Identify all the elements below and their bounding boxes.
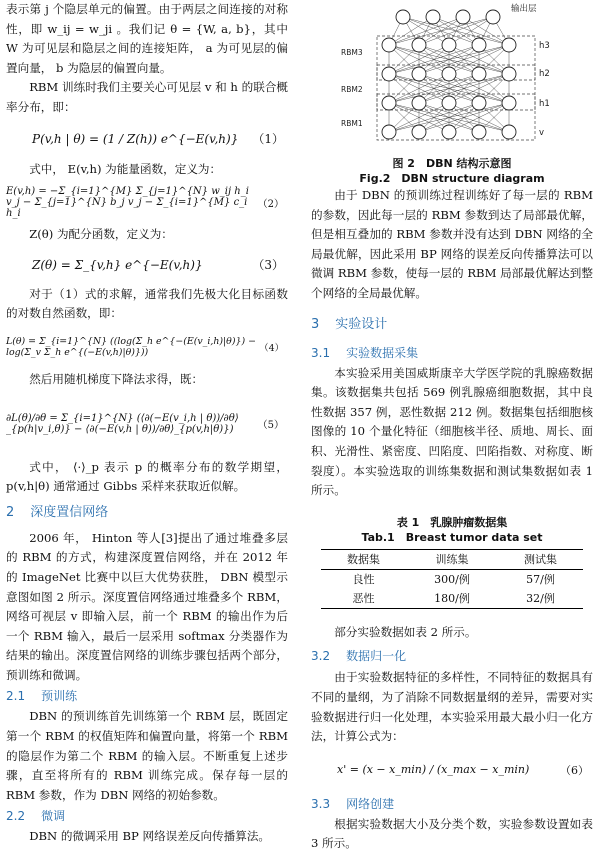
section-heading [311, 304, 593, 342]
dbn-diagram [311, 0, 593, 152]
neuron-node [472, 38, 486, 52]
neuron-node [502, 125, 516, 139]
paragraph: RBM 训练时我们主要关心可见层 v 和 h 的联合概率分布，即： [6, 80, 288, 114]
figure-caption-cn: 图 2 DBN 结构示意图 [392, 157, 512, 170]
section-heading [6, 497, 288, 529]
subsection-heading [6, 805, 288, 827]
neuron-node [442, 125, 456, 139]
equation-number: （3） [252, 258, 284, 273]
equation-number: （2） [257, 198, 284, 210]
section-title: 数据归一化 [346, 649, 407, 664]
equation-body: E(v,h) = −Σ_{i=1}^{M} Σ_{j=1}^{N} w_ij h_i v_j − Σ_{j=1}^{N} b_j v_j − Σ_{i=1}^{M} c_i h_i [6, 185, 249, 219]
layer-label-h3: h3 [539, 41, 550, 51]
neuron-node [382, 67, 396, 81]
table-header-cell: 训练集 [435, 553, 469, 567]
subsection-heading [311, 342, 593, 364]
table-cell: 57/例 [526, 573, 555, 587]
neuron-node [426, 10, 440, 24]
section-title: 实验数据采集 [346, 345, 419, 360]
output-layer-label: 输出层 [511, 4, 537, 14]
equation-1 [6, 121, 288, 157]
neuron-node [412, 38, 426, 52]
table-1 [311, 515, 593, 609]
neuron-node [382, 38, 396, 52]
table-cell: 良性 [352, 573, 375, 587]
equation-number: （1） [252, 132, 284, 147]
paragraph: 对于（1）式的求解，通常我们先极大化目标函数的对数自然函数，即： [6, 286, 288, 321]
left-column [6, 0, 288, 847]
paragraph: 由于实验数据特征的多样性，不同特征的数据具有不同的量纲，为了消除不同数据量纲的差异，需要对实验数据进行归一化处理，本实验采用最大最小归一化方法，计算公式为： [311, 670, 593, 744]
rbm-label-1: RBM1 [341, 119, 363, 128]
equation-number: （4） [259, 342, 284, 354]
subsection-heading [311, 793, 593, 815]
paragraph: DBN 的预训练首先训练第一个 RBM 层，既固定第一个 RBM 的权值矩阵和偏置向量，将第一个 RBM 的隐层作为第二个 RBM 的输入层。不断重复上述步骤，直至将所有的 RBM 训练完成。保存每一层的 RBM 参数，作为 DBN 网络的初始参数。 [6, 709, 288, 802]
layer-label-v: v [539, 128, 545, 138]
paragraph: 式中， E(v,h) 为能量函数，定义为： [29, 161, 222, 176]
neuron-node [382, 125, 396, 139]
rbm-label-3: RBM3 [341, 48, 363, 57]
equation-body: L(θ) = Σ_{i=1}^{N} ((log(Σ_h e^{−(E(v_i,h)|θ)}) − log(Σ_v Σ_h e^{(−E(v,h)|θ)})) [6, 335, 256, 358]
section-number: 3.3 [311, 796, 331, 811]
table-row [321, 569, 583, 589]
subsection-heading [311, 642, 593, 668]
paragraph: 由于 DBN 的预训练过程训练好了每一层的 RBM 的参数，因此每一层的 RBM 参数到达了局部最优解，但是相互叠加的 RBM 参数并没有达到 DBN 网络的全局最优解，因此采用 BP 网络的误差反向传播算法可以微调 RBM 参数，使每一层的 RBM 局部最优解达到整个网络的全局最优解。 [311, 188, 593, 300]
equation-body: x' = (x − x_min) / (x_max − x_min) [337, 763, 530, 777]
neuron-node [396, 10, 410, 24]
breast-tumor-table [321, 549, 583, 609]
neuron-node [486, 10, 500, 24]
neuron-node [442, 67, 456, 81]
equation-body: ∂L(θ)/∂θ = Σ_{i=1}^{N} (⟨∂(−E(v_i,h | θ))/∂θ⟩_{p(h|v_i,θ)} − ⟨∂(−E(v,h | θ))/∂θ⟩_{p(v,h|θ)}) [6, 412, 239, 435]
table-cell: 恶性 [352, 592, 375, 606]
table-header-cell: 测试集 [523, 553, 557, 567]
table-cell: 300/例 [434, 573, 470, 587]
equation-4 [6, 327, 288, 367]
paragraph: 然后用随机梯度下降法求得，既： [29, 371, 204, 386]
neuron-node [472, 96, 486, 110]
neuron-node [412, 125, 426, 139]
equation-3 [6, 248, 288, 282]
paragraph: 根据实验数据大小及分类个数，实验参数设置如表 3 所示。 [311, 816, 593, 851]
neuron-node [502, 67, 516, 81]
neuron-node [472, 67, 486, 81]
table-header-cell: 数据集 [347, 553, 380, 567]
table-caption-en: Tab.1 Breast tumor data set [361, 530, 543, 544]
table-row [321, 589, 583, 609]
section-number: 3.1 [311, 345, 331, 360]
neuron-node [412, 96, 426, 110]
neuron-node [502, 38, 516, 52]
subsection-heading [6, 685, 288, 707]
section-number: 3.2 [311, 649, 331, 664]
equation-5 [6, 393, 288, 455]
equation-body: Z(θ) = Σ_{v,h} e^{−E(v,h)} [32, 257, 203, 272]
equation-body: P(v,h | θ) = (1 / Z(h)) e^{−E(v,h)} [32, 131, 239, 146]
figure-caption-en: Fig.2 DBN structure diagram [359, 172, 545, 185]
paragraph: DBN 的微调采用 BP 网络误差反向传播算法。 [29, 829, 271, 844]
layer-label-h2: h2 [539, 69, 550, 79]
section-number: 2 [6, 504, 15, 520]
table-cell: 32/例 [526, 592, 555, 606]
section-title: 预训练 [41, 689, 78, 704]
layer-label-h1: h1 [539, 99, 550, 109]
table-cell: 180/例 [434, 592, 470, 606]
section-title: 微调 [41, 809, 66, 824]
paragraph: 2006 年， Hinton 等人[3]提出了通过堆叠多层的 RBM 的方式，构建深度置信网络，并在 2012 年的 ImageNet 比赛中以巨大优势获胜， DBN 模型示意图如图 2 所示。深度置信网络通过堆叠多个 RBM，网络可视层 v 即输入层，前一个 RBM 的输出作为后一个 RBM 输入，最后一层采用 softmax 分类器作为结果的输出。深度置信网络的训练步骤包括两个部分，预训练和微调。 [6, 530, 288, 682]
paragraph: 表示第 j 个隐层单元的偏置。由于两层之间连接的对称性，即 w_ij = w_ji 。我们记 θ = {W, a, b}，其中 W 为可见层和隐层之间的连接矩阵， a 为可见层的偏置向量， b 为隐层的偏置向量。 [6, 2, 288, 75]
neuron-node [442, 96, 456, 110]
section-title: 网络创建 [346, 796, 395, 811]
dbn-figure [311, 0, 593, 186]
neuron-node [442, 38, 456, 52]
table-header-row [321, 549, 583, 569]
neuron-node [412, 67, 426, 81]
equation-6 [311, 750, 593, 790]
equation-2 [6, 182, 288, 222]
equation-number: （6） [560, 763, 589, 777]
neuron-node [502, 96, 516, 110]
neuron-node [382, 96, 396, 110]
paragraph: 部分实验数据如表 2 所示。 [334, 624, 477, 639]
section-number: 2.2 [6, 809, 26, 824]
table-caption-cn: 表 1 乳腺肿瘤数据集 [396, 515, 508, 529]
section-title: 实验设计 [335, 316, 388, 332]
section-number: 2.1 [6, 689, 26, 704]
paragraph: Z(θ) 为配分函数，定义为： [29, 227, 173, 242]
neuron-node [472, 125, 486, 139]
paragraph: 式中， ⟨·⟩_p 表示 p 的概率分布的数学期望， p(v,h|θ) 通常通过 Gibbs 采样来获取近似解。 [6, 459, 288, 494]
rbm-label-2: RBM2 [341, 85, 363, 94]
equation-number: （5） [257, 420, 284, 432]
right-column [311, 0, 593, 854]
section-title: 深度置信网络 [30, 504, 109, 520]
section-number: 3 [311, 316, 320, 332]
paragraph: 本实验采用美国威斯康辛大学医学院的乳腺癌数据集。该数据集共包括 569 例乳腺癌细胞数据，其中良性数据 357 例，恶性数据 212 例。数据集包括细胞核图像的 10 个量化特征（细胞核半径、质地、周长、面积、光滑性、紧密度、凹陷度、凹陷指数、对称度、断裂度）。本实验选取的训练集数据和测试集数据如表 1 所示。 [311, 365, 593, 498]
neuron-node [456, 10, 470, 24]
